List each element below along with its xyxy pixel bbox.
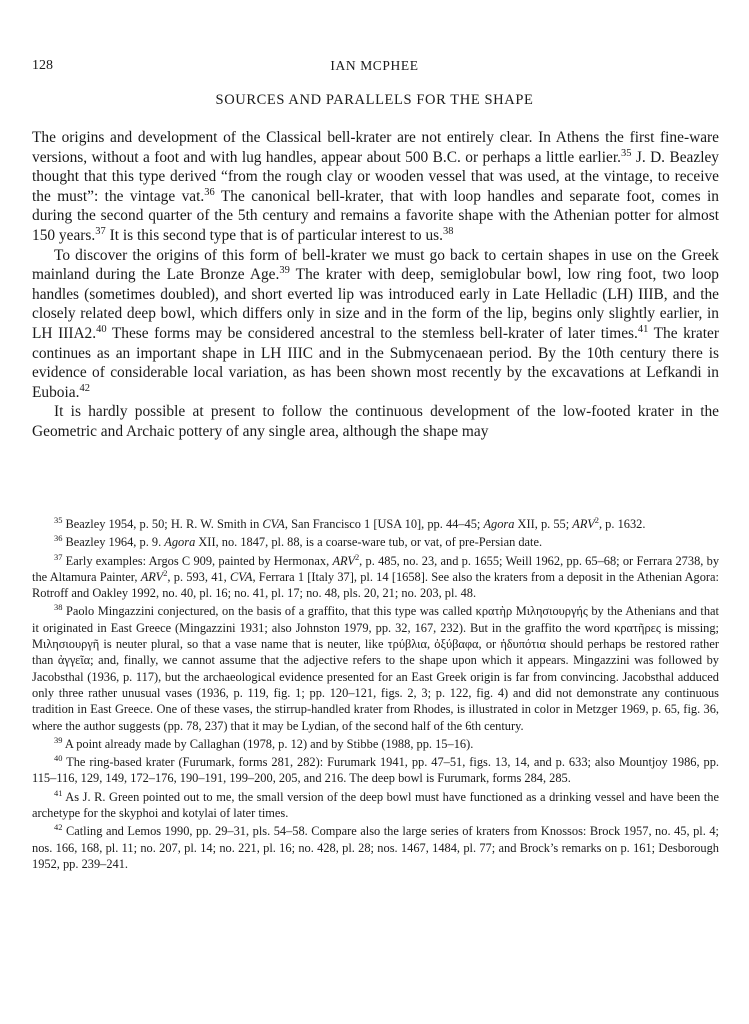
footnote-39: $^{39}$ A point already made by Callaghan (1978, p. 12) and by Stibbe (1988, pp. 15–16). [54,734,474,751]
footnote-35: $^{35}$ Beazley 1954, p. 50; H. R. W. Smith in CVA, San Francisco 1 [USA 10], pp. 44–45; Agora XII, p. 55; ARV$^2$, p. 1632. [54,514,646,531]
footnote-42: $^{42}$ Catling and Lemos 1990, pp. 29–31, pls. 54–58. Compare also the large series of kraters from Knossos: Brock 1957, no. 45, pl. 4; nos. 166, 168, pl. 11; no. 207, pl. 14; no. 221, pl. 16; no. 428, pl. 28; nos. 1467, 1484, pl. 77; and Brock’s remarks on p. 161; Desborough 1952, pp. 239–241. [32,822,719,871]
footnote-ref-35[interactable]: 35 [620,147,632,159]
paragraph-3: It is hardly possible at present to follow the continuous development of the low-footed krater in the Geometric and Archaic pottery of any single area, although the shape may [32,403,719,440]
footnote-ref-37[interactable]: 37 [95,225,106,237]
footnote-ref-38[interactable]: 38 [442,225,454,237]
footnote-38: $^{38}$ Paolo Mingazzini conjectured, on the basis of a graffito, that this type was called κρατὴρ Μιλησιουργής by the Athenians and that it originated in East Greece (Mingazzini 1931; also Johnston 1979, pp. 32, 167, 232). But in the graffito the word κρατῆρες is missing; Μιλησιουργῆ is neuter plural, so that a vase name that is neuter, like τρύβλια, ὀξύβαφα, or ἡδυπότια should perhaps be restored rather than ἀγγεῖα; and, finally, we cannot assume that the adjective refers to the shape upon which it appears. Mingazzini was followed by Jacobsthal (1936, p. 117), but the archaeological evidence presented for an East Greek origin is far from convincing. Jacobsthal adduced only three rather unusual vases (1936, p. 119, fig. 1; pp. 120–121, figs. 2, 3; p. 122, fig. 4) and did not demonstrate any continuous tradition in East Greece. One of these vases, the stirrup-handled krater from Rhodes, is illustrated in color in Metzger 1969, p. 65, fig. 36, where the author suggests (pp. 78, 237) that it may be Lydian, of the second half of the 6th century. [32,602,719,733]
footnote-40: $^{40}$ The ring-based krater (Furumark, forms 281, 282): Furumark 1941, pp. 47–51, figs. 13, 14, and p. 633; also Mountjoy 1986, pp. 115–116, 129, 149, 172–176, 190–191, 199–200, 205, and 216. The deep bowl is Furumark, forms 284, 285. [32,753,719,786]
footnotes [32,516,719,874]
footnote-ref-39[interactable]: 39 [279,265,290,277]
page-number: 128 [32,58,53,73]
footnote-ref-41[interactable]: 41 [637,323,649,335]
running-head: IAN MCPHEE [330,58,419,73]
footnote-36: $^{36}$ Beazley 1964, p. 9. Agora XII, no. 1847, pl. 88, is a coarse-ware tub, or vat, of pre-Persian date. [54,533,543,550]
footnote-ref-42[interactable]: 42 [79,382,90,394]
footnote-ref-36[interactable]: 36 [204,186,215,198]
paragraph-1: The origins and development of the Classical bell-krater are not entirely clear. In Athens the first fine-ware versions, without a foot and with lug handles, appear about 500 B.C. or perhaps a little earlier.$^{35}$ J. D. Beazley thought that this type derived “from the rough clay or wooden vessel that was used, at the vintage, to receive the must”: the vintage vat.$^{36}$ The canonical bell-krater, that with loop handles and separate foot, comes in during the second quarter of the 5th century and remains a favorite shape with the Athenian potter for almost 150 years.$^{37}$ It is this second type that is of particular interest to us.$^{38}$ [32,129,720,244]
paragraph-2: To discover the origins of this form of bell-krater we must go back to certain shapes in use on the Greek mainland during the Late Bronze Age.$^{39}$ The krater with deep, semiglobular bowl, low ring foot, two loop handles (sometimes doubled), and short everted lip was introduced early in Late Helladic (LH) IIIB, and the closely related deep bowl, which differs only in size and in the form of the lip, begins only slightly earlier, in LH IIIA2.40 These forms may be considered ancestral to the stemless bell-krater of later times.$^{41}$ The krater continues as an important shape in LH IIIC and in the Submycenaean period. By the 10th century there is evidence of considerable local variation, as has been shown most recently by the excavations at Lefkandi in Euboia.$^{42}$ [32,246,719,401]
page-header [32,58,717,78]
body-text [32,128,719,442]
footnote-41: $^{41}$ As J. R. Green pointed out to me, the small version of the deep bowl must have functioned as a drinking vessel and have been the archetype for the skyphoi and kotylai of later times. [32,787,719,821]
footnote-37: $^{37}$ Early examples: Argos C 909, painted by Hermonax, ARV$^2$, p. 485, no. 23, and p. 1655; Weill 1962, pp. 65–68; or Ferrara 2738, by the Altamura Painter, ARV$^2$, p. 593, 41, CVA, Ferrara 1 [Italy 37], pl. 14 [1658]. See also the kraters from a deposit in the Athenian Agora: Rotroff and Oakley 1992, no. 40, pl. 16; no. 41, pl. 17; no. 48, pls. 20, 21; no. 203, pl. 48. [32,551,720,601]
section-title: SOURCES AND PARALLELS FOR THE SHAPE [215,92,534,108]
footnote-ref-40[interactable]: 40 [96,323,107,335]
